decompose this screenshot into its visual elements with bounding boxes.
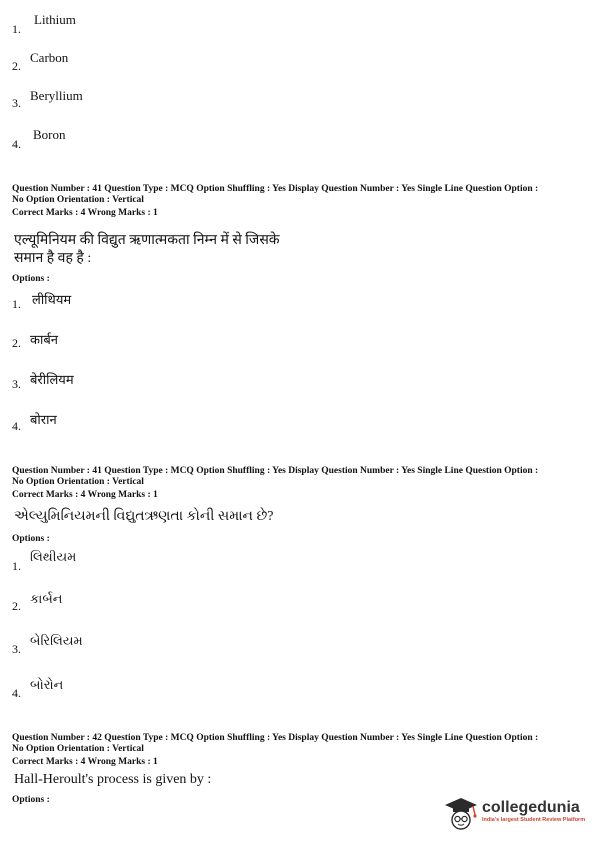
option-number: 3. xyxy=(12,377,21,391)
option-number: 4. xyxy=(12,137,21,151)
option-number: 3. xyxy=(12,96,21,110)
option-text: બેરિલિયમ xyxy=(30,633,83,648)
option-text: लीथियम xyxy=(32,292,72,307)
graduate-mascot-icon xyxy=(442,795,480,833)
option-text: Beryllium xyxy=(30,88,83,103)
options-label: Options : xyxy=(12,534,50,544)
question-text: Hall-Heroult's process is given by : xyxy=(14,772,212,787)
question-marks: Correct Marks : 4 Wrong Marks : 1 xyxy=(12,208,158,218)
option-number: 2. xyxy=(12,599,21,613)
option-number: 2. xyxy=(12,336,21,350)
option-text: બોરોન xyxy=(30,677,64,692)
option-text: बोरान xyxy=(30,412,57,427)
option-number: 1. xyxy=(12,22,21,36)
question-meta: Question Number : 41 Question Type : MCQ Option Shuffling : Yes Display Question Number : Yes Single Line Question Option : No Option Orientation : Vertical xyxy=(12,184,539,205)
collegedunia-logo xyxy=(442,795,592,835)
question-text: એલ્યુમિનિયમની વિદ્યુતઋણતા કોની સમાન છે? xyxy=(14,509,274,524)
option-number: 1. xyxy=(12,297,21,311)
option-text: कार्बन xyxy=(30,332,58,347)
option-text: Boron xyxy=(33,127,66,142)
question-marks: Correct Marks : 4 Wrong Marks : 1 xyxy=(12,490,158,500)
option-number: 1. xyxy=(12,559,21,573)
brand-tagline: India's largest Student Review Platform xyxy=(482,817,586,823)
option-text: Lithium xyxy=(34,12,76,27)
question-meta: Question Number : 41 Question Type : MCQ Option Shuffling : Yes Display Question Number : Yes Single Line Question Option : No Option Orientation : Vertical xyxy=(12,466,539,487)
option-text: કાર્બન xyxy=(30,591,63,606)
question-marks: Correct Marks : 4 Wrong Marks : 1 xyxy=(12,757,158,767)
option-text: बेरीलियम xyxy=(30,372,74,387)
question-text: एल्यूमिनियम की विद्युत ऋणात्मकता निम्न में से जिसके समान है वह है : xyxy=(14,233,280,266)
options-label: Options : xyxy=(12,274,50,284)
option-number: 3. xyxy=(12,642,21,656)
options-label: Options : xyxy=(12,795,50,805)
question-meta: Question Number : 42 Question Type : MCQ Option Shuffling : Yes Display Question Number : Yes Single Line Question Option : No Option Orientation : Vertical xyxy=(12,733,539,754)
option-number: 4. xyxy=(12,419,21,433)
option-number: 4. xyxy=(12,686,21,700)
brand-name: collegedunia xyxy=(482,799,580,816)
option-number: 2. xyxy=(12,59,21,73)
option-text: Carbon xyxy=(30,50,69,65)
option-text: લિથીયમ xyxy=(30,549,77,564)
